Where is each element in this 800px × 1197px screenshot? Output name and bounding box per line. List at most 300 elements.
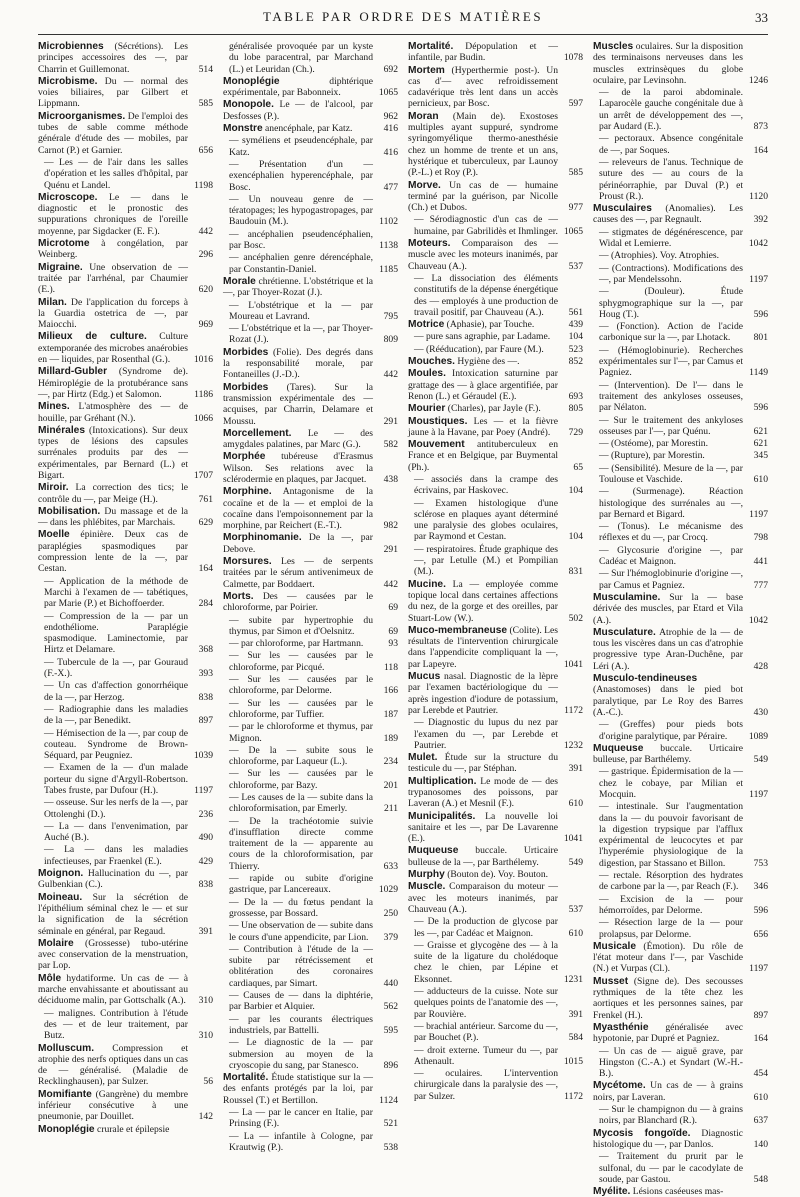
index-entry [38, 1043, 213, 1088]
index-entry [593, 1080, 768, 1103]
index-headword: Morphinomanie. [223, 532, 302, 544]
index-page-ref: 93 [388, 638, 398, 650]
index-entry [408, 869, 583, 880]
index-entry [593, 1046, 768, 1080]
index-entry-text [38, 401, 188, 424]
index-page-ref: 104 [568, 531, 583, 543]
index-description: — Sur les — causées par le chloroforme, par Bazy. [229, 768, 373, 791]
index-entry [223, 873, 398, 896]
index-description: (Émotion). Du rôle de l'état moteur dans l'—, par Vaschide (N.) et Vurpas (Cl.). [593, 940, 743, 975]
index-page-ref: 1015 [563, 1055, 583, 1067]
index-headword: Moran [408, 110, 439, 122]
index-entry [593, 545, 768, 568]
index-description: — Application de la méthode de Marchi à l'examen de — tabétiques, par Marie (P.) et Bichoffoerder. [44, 575, 188, 610]
index-description: — Graisse et glycogène des — à la suite de la ligature du cholédoque chez le chien, par Lépine et Eksonnet. [414, 939, 558, 985]
index-description: — (Sensibilité). Mesure de la —, par Toulouse et Vaschide. [599, 462, 743, 485]
index-page-ref: 104 [568, 485, 583, 497]
index-page-ref: 1042 [748, 238, 768, 250]
index-page-ref: 393 [198, 668, 213, 680]
index-description: — (Rééducation), par Faure (M.). [414, 343, 544, 355]
index-page-ref: 166 [383, 685, 398, 697]
index-headword: Microbiennes [38, 41, 104, 52]
index-entry-text [408, 65, 558, 110]
index-description: — (Greffes) pour pieds bots d'origine paralytique, par Péraire. [599, 719, 743, 742]
index-entry-text [38, 868, 188, 891]
index-page-ref: 633 [383, 860, 398, 872]
index-headword: Moules. [408, 368, 446, 380]
index-entry-text [223, 990, 373, 1013]
index-entry-text [408, 986, 558, 1020]
index-description: Sur la — base dérivée des muscles, par Etard et Vila (A.). [593, 591, 743, 626]
index-entry [38, 482, 213, 505]
index-page-ref: 1041 [563, 658, 583, 670]
index-page-ref: 164 [753, 144, 768, 156]
index-description: Intoxication saturnine par grattage des — à glace argentifiée, par Renon (L.) et Géraudel (E.). [408, 368, 558, 402]
index-entry-text [38, 728, 188, 762]
index-entry-text [408, 1045, 558, 1068]
index-entry-text [223, 428, 373, 451]
index-description: De la —, par Debove. [223, 532, 373, 555]
index-page-ref: 621 [753, 438, 768, 450]
index-entry [38, 844, 213, 867]
index-entry [593, 250, 768, 261]
index-entry-text [223, 698, 373, 721]
index-entry [223, 1072, 398, 1106]
index-entry-text [593, 450, 743, 461]
index-entry-text [38, 1008, 188, 1042]
index-description: à congélation, par Weinberg. [38, 238, 188, 261]
index-entry [223, 229, 398, 252]
index-column-1 [38, 41, 213, 1135]
index-page-ref: 454 [753, 1068, 768, 1080]
index-entry [223, 123, 398, 134]
index-description: — respiratoires. Étude graphique des —, par Letulle (M.) et Pompilian (M.). [414, 543, 558, 578]
index-description: (Main de). Exostoses multiples ayant suppuré, syndrome syringomyélique thermo-anesthésie chez un homme de trente et un ans, hystérique et tuberculeux, par Launoy (P.-L.) et Roy (P.). [408, 110, 558, 179]
index-page-ref: 801 [753, 332, 768, 344]
index-entry [408, 356, 583, 367]
index-page-ref: 610 [753, 1091, 768, 1103]
index-entry [223, 944, 398, 989]
index-entry [223, 276, 398, 299]
index-description: — (Contractions). Modifications des —, par Mendelssohn. [599, 262, 743, 285]
index-page-ref: 392 [753, 214, 768, 226]
index-page-ref: 442 [383, 578, 398, 590]
index-headword: Motrice [408, 319, 445, 331]
index-entry [223, 135, 398, 158]
index-entry [593, 380, 768, 414]
index-headword: Musset [593, 975, 629, 987]
index-page-ref: 795 [383, 310, 398, 322]
index-entry [593, 227, 768, 250]
index-headword: Monoplégie [223, 75, 280, 87]
index-description: — Hémisection de la —, par coup de couteau. Syndrome de Brown-Séquard, par Peugniez. [44, 727, 188, 762]
index-page-ref: 805 [568, 403, 583, 415]
index-description: Étude sur la structure du testicule du —, par Stéphan. [408, 752, 558, 775]
index-page-ref: 753 [753, 857, 768, 869]
index-entry-text [593, 1151, 743, 1185]
index-page-ref: 777 [753, 579, 768, 591]
index-page-ref: 1029 [378, 884, 398, 896]
index-entry [223, 920, 398, 943]
index-headword: Morve. [408, 179, 441, 191]
index-entry-text [593, 203, 743, 226]
index-column-3 [408, 41, 583, 1102]
index-headword: Millard-Gubler [38, 366, 108, 378]
index-entry [223, 1014, 398, 1037]
index-headword: Musculo-tendineuses [593, 673, 698, 685]
index-entry [593, 438, 768, 449]
index-entry-text [593, 1046, 743, 1080]
index-description: (Colite). Les résultats de l'intervention chirurgicale dans l'appendicite compliquant la —, par Lapeyre. [408, 624, 558, 670]
index-description: — De la trachéotomie suivie d'insufflation directe comme traitement de la — apparente au cours de la chloroformisation, par Thierry. [229, 815, 373, 872]
index-headword: Moelle [38, 529, 70, 541]
index-headword: Minérales [38, 424, 85, 436]
index-description: — Les causes de la — subite dans la chloroformisation, par Emerly. [229, 792, 373, 815]
index-entry-text [38, 331, 188, 365]
index-entry [223, 41, 398, 75]
index-page-ref: 1149 [749, 367, 768, 379]
index-description: — De la production de glycose par les —, par Cadéac et Maignon. [414, 916, 558, 939]
index-entry [38, 892, 213, 937]
index-headword: Microtome [38, 238, 90, 250]
index-entry [38, 41, 213, 75]
index-entry-text [38, 297, 188, 331]
index-page-ref: 584 [568, 1032, 583, 1044]
index-page-ref: 897 [753, 1009, 768, 1021]
index-description: Le — dans le diagnostic et le pronostic des suppurations chroniques de l'oreille moyenne, par Sigdacker (E. F.). [38, 191, 188, 237]
index-entry [408, 544, 583, 578]
index-page-ref: 118 [383, 661, 398, 673]
index-description: Culture extemporanée des microbes anaérobies en — liquides, par Rosenthal (G.). [38, 331, 188, 366]
index-entry-text [408, 238, 558, 272]
index-page-ref: 69 [388, 625, 398, 637]
index-entry-text [408, 869, 558, 880]
index-headword: Musicale [593, 940, 637, 952]
index-entry-text [408, 940, 558, 985]
index-entry [223, 428, 398, 451]
index-entry [593, 286, 768, 320]
index-description: (Charles), par Jayle (F.). [445, 403, 541, 415]
index-description: — L'obstétrique et la — par Moureau et Lavrand. [229, 299, 373, 322]
index-entry-text [38, 576, 188, 610]
index-headword: Mycétome. [593, 1080, 646, 1092]
index-entry [408, 368, 583, 402]
index-entry [38, 797, 213, 820]
index-description: Une observation de — traitée par l'arrhénal, par Chaumier (E.). [38, 261, 188, 296]
index-entry [593, 203, 768, 226]
index-headword: Moustiques. [408, 415, 468, 427]
index-description: — Examen histologique d'une sclérose en plaques ayant déterminé une paralysie des globes oculaires, par Raymond et Cestan. [414, 497, 558, 543]
index-page-ref: 537 [568, 260, 583, 272]
index-page-ref: 65 [573, 461, 583, 473]
index-entry-text [223, 944, 373, 989]
index-entry [38, 821, 213, 844]
index-description: Des — causées par le chloroforme, par Poirier. [223, 590, 373, 614]
index-entry [38, 728, 213, 762]
index-description: — La — dans l'envenimation, par Auché (B.). [44, 820, 188, 844]
index-page-ref: 656 [753, 928, 768, 940]
index-entry-text [408, 1068, 558, 1102]
index-entry [223, 816, 398, 872]
index-headword: Mortalité. [408, 41, 454, 52]
index-entry-text [223, 1107, 373, 1130]
index-description: — par les courants électriques industriels, par Battelli. [229, 1013, 373, 1036]
index-description: Diagnostic histologique du —, par Danlos. [593, 1127, 743, 1150]
index-page-ref: 1042 [748, 614, 768, 626]
index-headword: Muco-membraneuse [408, 624, 508, 636]
index-entry [593, 486, 768, 520]
index-description: Comparaison des — muscle avec les moteurs inanimés, par Chauveau (A.). [408, 238, 558, 272]
index-entry [223, 638, 398, 649]
index-entry-text [408, 356, 558, 367]
index-entry-text [38, 262, 188, 296]
index-entry [223, 382, 398, 427]
index-page-ref: 1197 [194, 785, 213, 796]
index-description: L'atmosphère des — de houille, par Gréhant (N.). [38, 401, 188, 424]
index-description: — Sérodiagnostic d'un cas de — humaine, par Gabrilidès et Ihmlinger. [414, 214, 558, 237]
index-description: — (Tonus). Le mécanisme des réflexes et du —, par Crocq. [599, 521, 743, 544]
index-description: — Le diagnostic de la — par submersion au moyen de la cryoscopie du sang, par Stanesco. [229, 1037, 373, 1071]
index-description: — adducteurs de la cuisse. Note sur quelques points de l'anatomie des —, par Rouvière. [414, 986, 558, 1020]
index-description: — osseuse. Sur les nerfs de la —, par Ottolenghi (D.). [44, 797, 188, 820]
index-page-ref: 838 [198, 691, 213, 703]
index-description: (Aphasie), par Touche. [444, 319, 535, 331]
index-entry-text [38, 529, 188, 574]
index-headword: Murphy [408, 869, 445, 881]
index-entry [223, 300, 398, 323]
index-page-ref: 610 [753, 473, 768, 485]
index-page-ref: 1231 [563, 973, 583, 985]
index-headword: Molluscum. [38, 1042, 95, 1054]
index-entry-text [408, 319, 558, 330]
index-entry [593, 463, 768, 486]
index-description: — Contribution à l'étude de la — subite par rétrécissement et oblitération des coronaires cardiaques, par Simart. [229, 943, 373, 989]
index-description: — De la — subite sous le chloroforme, par Laqueur (L.). [229, 744, 373, 768]
index-entry-text [223, 792, 373, 815]
index-headword: Microorganismes. [38, 110, 126, 122]
index-entry [593, 321, 768, 344]
index-entry [593, 568, 768, 591]
index-entry-text [408, 331, 558, 342]
index-description: — (Hémoglobinurie). Recherches expérimentales sur l'—, par Camus et Pagniez. [599, 344, 743, 379]
index-description: Antagonisme de la cocaïne et de la — et emploi de la cocaïne dans l'empoisonnement par la morphine, par Reichert (E.-T.). [223, 486, 373, 532]
index-entry-text [408, 1021, 558, 1044]
index-page-ref: 562 [383, 1001, 398, 1013]
index-entry-text [223, 1072, 373, 1106]
index-description: — De la — du fœtus pendant la grossesse, par Bossard. [229, 896, 373, 919]
index-page-ref: 140 [753, 1138, 768, 1150]
index-entry [38, 704, 213, 727]
index-entry-text [408, 439, 558, 473]
index-description: hydatiforme. Un cas de — à marche envahissante et aboutissant au déciduome malin, par Gottschalk (A.). [38, 972, 188, 1007]
index-page-ref: 629 [198, 517, 213, 529]
index-entry-text [593, 321, 743, 344]
index-entry-text [593, 627, 743, 672]
index-page-ref: 201 [383, 779, 398, 791]
index-page-ref: 1707 [193, 469, 213, 481]
index-page-ref: 1197 [749, 963, 768, 975]
index-entry-text [223, 451, 373, 485]
index-description: Hygiène des —. [454, 356, 520, 368]
index-description: — brachial antérieur. Sarcome du —, par Bouchet (P.). [414, 1020, 558, 1044]
index-description: — (Rupture), par Morestin. [599, 450, 705, 462]
index-entry [223, 1107, 398, 1130]
index-entry-text [408, 214, 558, 237]
index-entry-text [223, 721, 373, 744]
index-entry [408, 845, 583, 868]
index-page-ref: 391 [568, 1008, 583, 1020]
index-description: (Bouton de). Voy. Bouton. [444, 869, 549, 881]
index-description: — oculaires. L'intervention chirurgicale dans la paralysie des —, par Sulzer. [414, 1068, 558, 1102]
index-entry-text [593, 673, 743, 718]
index-page-ref: 1186 [194, 388, 213, 400]
index-description: (Sécrétions). Les principes accessoires des —, par Charrin et Guillemonat. [38, 41, 188, 75]
index-entry [38, 297, 213, 331]
index-headword: Moteurs. [408, 238, 451, 250]
index-page-ref: 440 [383, 977, 398, 989]
index-entry-text [408, 498, 558, 543]
index-entry-text [38, 111, 188, 156]
index-entry-text [593, 894, 743, 917]
index-description: Le — des amygdales palatines, par Marc (G.). [223, 427, 373, 451]
index-description: (Hyperthermie post-). Un cas d'— avec refroidissement cadavérique très lent dans un accès pernicieux, par Bosc. [408, 64, 558, 110]
index-page-ref: 164 [753, 1033, 768, 1045]
index-entry [408, 214, 583, 237]
index-entry-text [593, 286, 743, 320]
index-entry [408, 180, 583, 214]
index-headword: Môle [38, 972, 62, 984]
index-entry [593, 263, 768, 286]
index-page-ref: 291 [383, 543, 398, 555]
index-description: — Un cas d'affection gonorrhéique de la —, par Herzog. [44, 680, 188, 703]
index-entry [223, 674, 398, 697]
index-description: Un cas de — à grains noirs, par Laveran. [593, 1080, 743, 1103]
index-page-ref: 1232 [563, 739, 583, 751]
running-head [38, 0, 768, 35]
index-entry [38, 157, 213, 191]
index-entry [408, 1021, 583, 1044]
index-description: — Traitement du prurit par le sulfonal, du — par le cacodylate de soude, par Gastou. [599, 1151, 743, 1185]
index-entry [223, 897, 398, 920]
index-description: — La dissociation des éléments constitutifs de la dépense énergétique des — employés à une production de travail positif, par Chauveau (A.). [414, 272, 558, 318]
index-entry [223, 721, 398, 744]
index-description: Dépopulation et — infantile, par Budin. [408, 41, 558, 64]
index-headword: Mourier [408, 403, 446, 415]
index-entry [38, 868, 213, 891]
index-entry-text [593, 438, 743, 449]
index-page-ref: 439 [568, 319, 583, 331]
index-description: — pectoraux. Absence congénitale de —, par Soques. [599, 133, 743, 156]
index-entry-text [593, 1104, 743, 1127]
index-entry-text [593, 227, 743, 250]
index-page-ref: 549 [753, 754, 768, 766]
index-page-ref: 610 [568, 798, 583, 810]
index-entry-text [38, 1043, 188, 1088]
index-description: — par le chloroforme et thymus, par Mignon. [229, 721, 373, 744]
index-entry-text [38, 506, 188, 529]
index-headword: Milan. [38, 296, 67, 308]
index-entry-text [223, 135, 373, 158]
index-entry [223, 486, 398, 531]
index-description: — Les — de l'air dans les salles d'opération et les salles d'hôpital, par Quénu et Landel. [44, 156, 188, 191]
index-description: (Anastomoses) dans le pied bot paralytique, par Le Roy des Barres (A.-C.). [593, 684, 743, 718]
index-entry-text [408, 845, 558, 868]
index-page-ref: 1065 [378, 87, 398, 99]
index-entry [223, 990, 398, 1013]
index-page-ref: 296 [198, 249, 213, 261]
index-page-ref: 1246 [748, 74, 768, 86]
index-entry [593, 133, 768, 156]
index-entry [223, 323, 398, 346]
index-page-ref: 69 [388, 602, 398, 614]
index-entry [38, 1124, 213, 1135]
index-page-ref: 416 [383, 123, 398, 135]
index-page-ref: 982 [383, 520, 398, 532]
index-entry-text [38, 366, 188, 400]
index-entry-text [223, 41, 373, 75]
index-page-ref: 1066 [193, 412, 213, 424]
index-entry-text [593, 568, 743, 591]
index-entry [38, 425, 213, 481]
index-entry [38, 529, 213, 574]
index-entry [38, 576, 213, 610]
index-headword: Muqueuse [593, 742, 644, 754]
index-entry-text [593, 157, 743, 202]
index-description: (Folie). Des degrés dans la responsabilité morale, par Fontaneilles (J.-D.). [223, 346, 373, 381]
index-page-ref: 523 [568, 343, 583, 355]
index-entry-text [593, 1080, 743, 1103]
index-entry [38, 973, 213, 1007]
index-entry-text [223, 123, 373, 134]
index-page-ref: 1120 [749, 190, 768, 202]
index-page-ref: 1102 [379, 216, 398, 228]
index-page-ref: 104 [568, 331, 583, 343]
index-description: nasal. Diagnostic de la lèpre par l'examen bactériologique du — après ingestion d'iodure de potassium, par Lerebde et Pautrier. [408, 671, 558, 716]
index-entry-text [223, 615, 373, 638]
index-entry-text [593, 917, 743, 940]
index-entry [593, 976, 768, 1021]
index-description: — rectale. Résorption des hydrates de carbone par la —, par Reach (F.). [599, 870, 743, 893]
index-headword: Milieux de culture. [38, 331, 147, 343]
index-headword: Myélite. [593, 1186, 631, 1197]
index-column-4 [593, 41, 768, 1197]
index-page-ref: 620 [198, 284, 213, 296]
index-entry [223, 159, 398, 193]
index-description: antituberculeux en France et en Belgique, par Buymental (Ph.). [408, 439, 558, 473]
index-entry [408, 238, 583, 272]
index-description: tubéreuse d'Erasmus Wilson. Ses relations avec la sclérodermie en plaques, par Jacquet. [223, 451, 373, 485]
index-entry [408, 41, 583, 64]
index-description: — Examen de la — d'un malade porteur du signe d'Argyll-Robertson. Tabes fruste, par Dufour (H.). [44, 762, 188, 796]
index-page-ref: 211 [383, 803, 398, 815]
index-entry [593, 87, 768, 132]
index-headword: Monstre [223, 123, 263, 135]
index-entry-text [593, 766, 743, 800]
index-entry-text [593, 463, 743, 486]
index-entry [408, 916, 583, 939]
index-page-ref: 291 [383, 415, 398, 427]
index-entry [593, 894, 768, 917]
index-description: — gastrique. Épidermisation de la — chez le cobaye, par Milian et Mocquin. [599, 766, 743, 800]
index-entry-text [38, 425, 188, 481]
index-entry-text [408, 671, 558, 716]
index-page-ref: 234 [383, 756, 398, 768]
index-entry [408, 65, 583, 110]
index-description: — Une observation de — subite dans le cours d'une appendicite, par Lion. [229, 920, 373, 943]
index-entry [408, 319, 583, 330]
index-entry-text [223, 347, 373, 381]
index-page-ref: 438 [383, 473, 398, 485]
